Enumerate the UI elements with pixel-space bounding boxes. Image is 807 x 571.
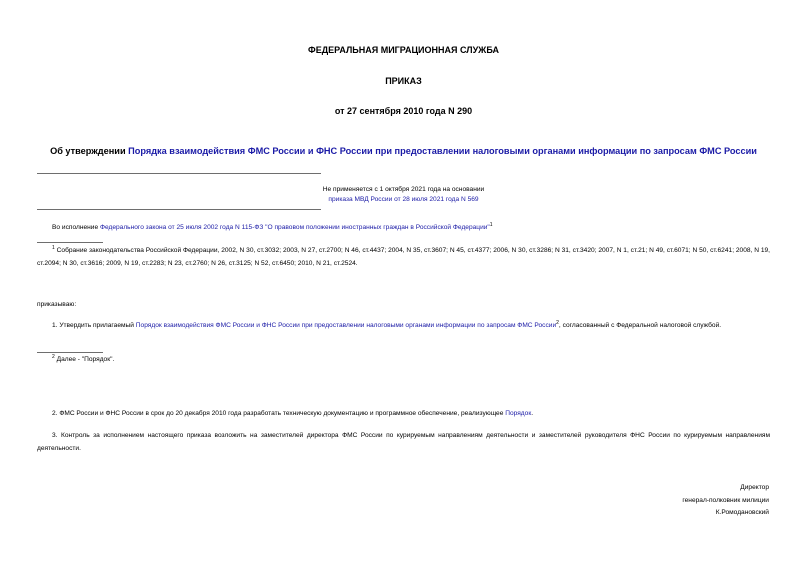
doc-title-prefix: Об утверждении bbox=[50, 146, 129, 156]
notice-top-rule bbox=[37, 173, 321, 174]
order-word: приказываю: bbox=[37, 301, 77, 308]
notice-bottom-rule bbox=[37, 209, 321, 210]
item1-footnote-mark[interactable]: 2 bbox=[556, 319, 559, 326]
doc-type: ПРИКАЗ bbox=[385, 76, 422, 86]
item1-prefix: 1. Утвердить прилагаемый bbox=[52, 322, 136, 329]
footnote1-rule bbox=[37, 242, 103, 243]
item3-paragraph: 3. Контроль за исполнением настоящего приказа возложить на заместителей директора ФМС России по курируемым направлениям деятельности и заместителей руководителя ФНС России по курируемым направлениям деятельности. bbox=[37, 432, 770, 452]
footnote1-text: Собрание законодательства Российской Федерации, 2002, N 30, ст.3032; 2003, N 27, ст.2700; N 46, ст.4437; 2004, N 35, ст.3607; N 45, ст.4377; 2006, N 30, ст.3286; N 31, ст.3420; 2007, N 1, ст.21; N 49, ст.6071; N 50, ст.6241; 2008, N 19, ст.2094; N 30, ст.3616; 2009, N 19, ст.2283; N 23, ст.2760; N 26, ст.3125; N 52, ст.6450; 2010, N 21, ст.2524. bbox=[37, 247, 770, 267]
doc-title bbox=[0, 146, 807, 156]
preamble-footnote-mark[interactable]: 1 bbox=[489, 221, 493, 228]
signature-block bbox=[682, 482, 769, 520]
doc-date-number: от 27 сентября 2010 года N 290 bbox=[334, 106, 473, 116]
item2-order-link[interactable]: Порядок bbox=[505, 410, 532, 417]
doc-title-link[interactable]: Порядка взаимодействия ФМС России и ФНС России при предоставлении налоговыми органами информации по запросам ФМС России bbox=[128, 146, 757, 156]
footnote1-mark: 1 bbox=[52, 244, 55, 251]
footnote2-mark: 2 bbox=[52, 353, 55, 360]
preamble-prefix: Во исполнение bbox=[52, 224, 100, 231]
agency-name: ФЕДЕРАЛЬНАЯ МИГРАЦИОННАЯ СЛУЖБА bbox=[308, 45, 499, 55]
notice-line1: Не применяется с 1 октября 2021 года на основании bbox=[322, 186, 485, 193]
notice-link[interactable]: приказа МВД России от 28 июля 2021 года N 569 bbox=[328, 196, 479, 203]
item2-suffix: . bbox=[531, 410, 534, 417]
preamble-paragraph bbox=[37, 222, 770, 235]
item2-paragraph bbox=[37, 408, 770, 421]
signature-rank: генерал-полковник милиции bbox=[682, 496, 769, 504]
item1-order-link[interactable]: Порядок взаимодействия ФМС России и ФНС России при предоставлении налоговыми органами информации по запросам ФМС России bbox=[135, 322, 557, 329]
footnote2-paragraph bbox=[37, 354, 770, 367]
signature-name: К.Ромодановский bbox=[715, 509, 769, 516]
item1-suffix: , согласованный с Федеральной налоговой службой. bbox=[558, 322, 722, 329]
footnote1-paragraph bbox=[37, 245, 770, 270]
footnote2-rule bbox=[37, 352, 103, 353]
item2-prefix: 2. ФМС России и ФНС России в срок до 20 декабря 2010 года разработать техническую документацию и программное обеспечение, реализующее bbox=[52, 410, 506, 417]
signature-position: Директор bbox=[740, 484, 769, 491]
item1-paragraph bbox=[37, 320, 770, 333]
footnote2-text: Далее - "Порядок". bbox=[56, 356, 115, 363]
preamble-law-link[interactable]: Федерального закона от 25 июля 2002 года N 115-ФЗ "О правовом положении иностранных граждан в Российской Федерации" bbox=[99, 224, 490, 231]
